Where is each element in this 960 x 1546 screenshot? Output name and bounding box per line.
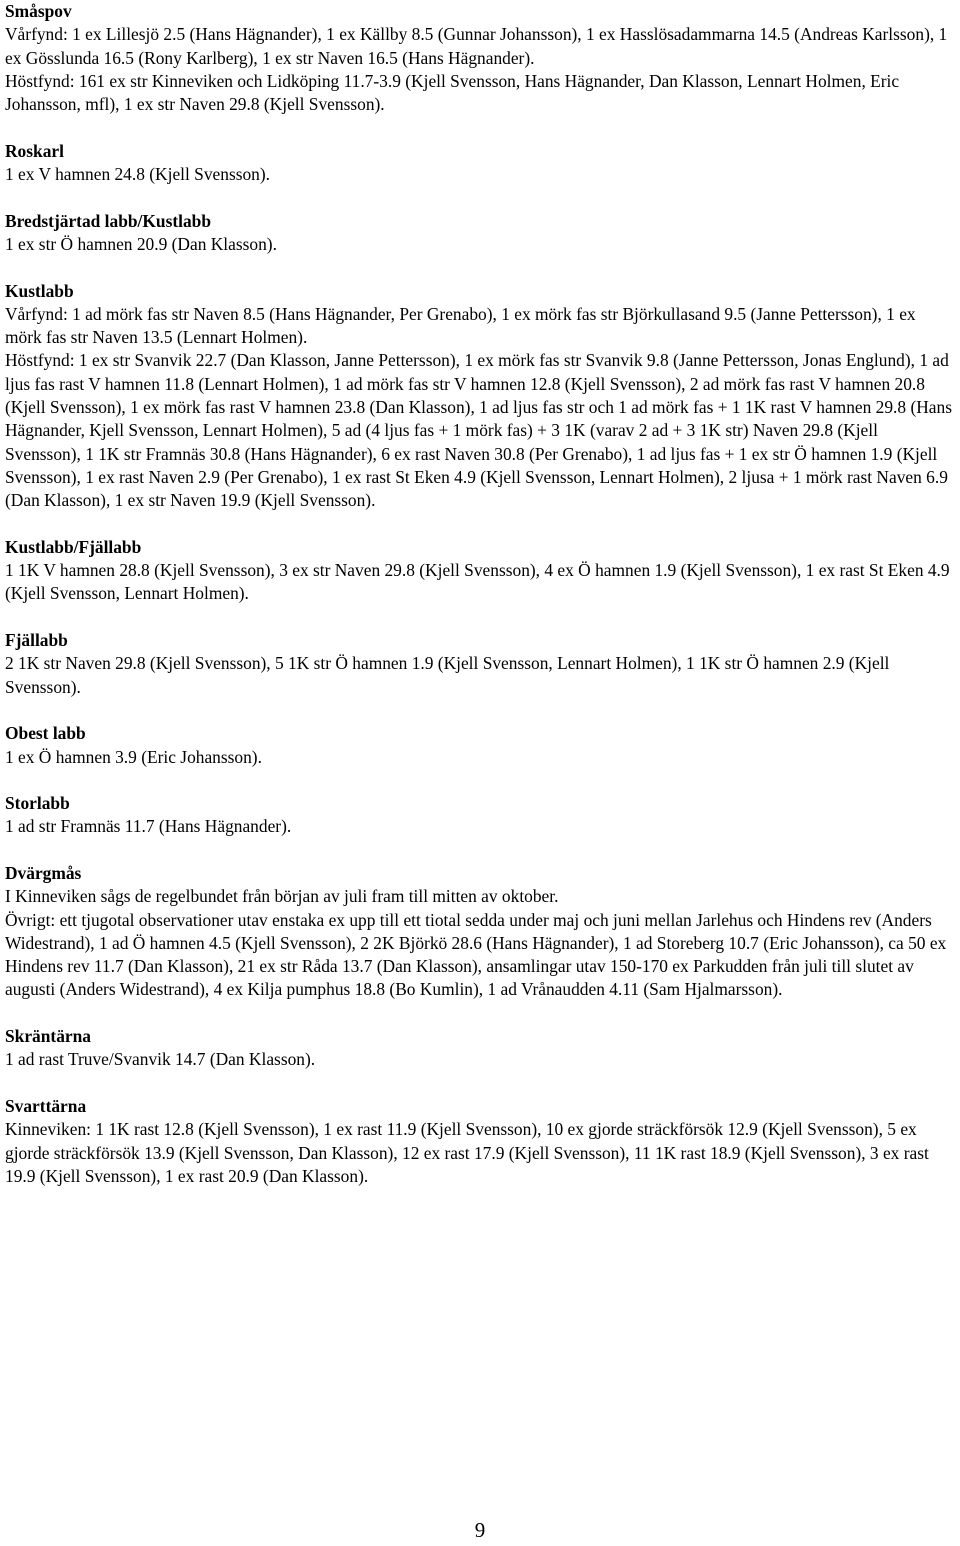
section-heading: Roskarl: [5, 140, 64, 161]
section-paragraph: 1 ex V hamnen 24.8 (Kjell Svensson).: [5, 164, 271, 185]
section-heading: Småspov: [5, 1, 72, 21]
section-paragraph: Vårfynd: 1 ad mörk fas str Naven 8.5 (Hans Hägnander, Per Grenabo), 1 ex mörk fas str Björkullasand 9.5 (Janne Pettersson), 1 ex mörk fas str Naven 13.5 (Lennart Holmen).: [5, 303, 916, 348]
document-body: [5, 0, 955, 1211]
section-storlabb: [5, 792, 955, 839]
section-paragraph: Höstfynd: 161 ex str Kinneviken och Lidköping 11.7-3.9 (Kjell Svensson, Hans Hägnander, Dan Klasson, Lennart Holmen, Eric Johansson, mfl), 1 ex str Naven 29.8 (Kjell Svensson).: [5, 70, 900, 115]
section-paragraph: 1 ex Ö hamnen 3.9 (Eric Johansson).: [5, 746, 262, 767]
section-fjallabb: [5, 629, 955, 699]
section-paragraph: 1 ad rast Truve/Svanvik 14.7 (Dan Klasson).: [5, 1049, 316, 1070]
section-paragraph: Höstfynd: 1 ex str Svanvik 22.7 (Dan Klasson, Janne Pettersson), 1 ex mörk fas str Svanvik 9.8 (Janne Pettersson, Jonas Englund), 1 ad ljus fas rast V hamnen 11.8 (Lennart Holmen), 1 ad mörk fas str V hamnen 12.8 (Kjell Svensson), 2 ad mörk fas rast V hamnen 20.8 (Kjell Svensson), 1 ex mörk fas rast V hamnen 23.8 (Dan Klasson), 1 ad ljus fas str och 1 ad mörk fas + 1 1K rast V hamnen 29.8 (Hans Hägnander, Kjell Svensson, Lennart Holmen), 5 ad (4 ljus fas + 1 mörk fas) + 3 1K (varav 2 ad + 3 1K str) Naven 29.8 (Kjell Svensson), 1 1K str Framnäs 30.8 (Hans Hägnander), 6 ex rast Naven 30.8 (Per Grenabo), 1 ad ljus fas + 1 ex str Ö hamnen 1.9 (Kjell Svensson), 1 ex rast Naven 2.9 (Per Grenabo), 1 ex rast St Eken 4.9 (Kjell Svensson, Lennart Holmen), 2 ljusa + 1 mörk rast Naven 6.9 (Dan Klasson), 1 ex str Naven 19.9 (Kjell Svensson).: [5, 350, 952, 511]
section-roskarl: [5, 140, 955, 187]
section-paragraph: I Kinneviken sågs de regelbundet från början av juli fram till mitten av oktober.: [5, 886, 559, 907]
section-smaspov: [5, 0, 955, 116]
section-paragraph: 1 1K V hamnen 28.8 (Kjell Svensson), 3 ex str Naven 29.8 (Kjell Svensson), 4 ex Ö hamnen 1.9 (Kjell Svensson), 1 ex rast St Eken 4.9 (Kjell Svensson, Lennart Holmen).: [5, 560, 950, 604]
section-heading: Kustlabb: [5, 280, 74, 301]
section-heading: Fjällabb: [5, 630, 68, 651]
section-heading: Obest labb: [5, 723, 86, 744]
section-paragraph: 2 1K str Naven 29.8 (Kjell Svensson), 5 1K str Ö hamnen 1.9 (Kjell Svensson, Lennart Holmen), 1 1K str Ö hamnen 2.9 (Kjell Svensson).: [5, 653, 890, 697]
section-paragraph: Kinneviken: 1 1K rast 12.8 (Kjell Svensson), 1 ex rast 11.9 (Kjell Svensson), 10 ex gjorde sträckförsök 12.9 (Kjell Svensson), 5 ex gjorde sträckförsök 13.9 (Kjell Svensson, Dan Klasson), 12 ex rast 17.9 (Kjell Svensson), 11 1K rast 18.9 (Kjell Svensson), 3 ex rast 19.9 (Kjell Svensson), 1 ex rast 20.9 (Dan Klasson).: [5, 1119, 929, 1186]
section-obest-labb: [5, 722, 955, 769]
section-heading: Skräntärna: [5, 1026, 92, 1047]
section-paragraph: 1 ad str Framnäs 11.7 (Hans Hägnander).: [5, 816, 292, 837]
section-paragraph: Övrigt: ett tjugotal observationer utav enstaka ex upp till ett tiotal sedda under maj och juni mellan Jarlehus och Hindens rev (Anders Widestrand), 1 ad Ö hamnen 4.5 (Kjell Svensson), 2 2K Björkö 28.6 (Hans Hägnander), 1 ad Storeberg 10.7 (Eric Johansson), ca 50 ex Hindens rev 11.7 (Dan Klasson), 21 ex str Råda 13.7 (Dan Klasson), ansamlingar utav 150-170 ex Parkudden från juli till slutet av augusti (Anders Widestrand), 4 ex Kilja pumphus 18.8 (Bo Kumlin), 1 ad Vrånaudden 4.11 (Sam Hjalmarsson).: [5, 909, 947, 1000]
section-paragraph: 1 ex str Ö hamnen 20.9 (Dan Klasson).: [5, 233, 277, 254]
section-heading: Svarttärna: [5, 1095, 87, 1116]
section-skrantarna: [5, 1025, 955, 1072]
section-kustlabb: [5, 280, 955, 513]
section-paragraph: Vårfynd: 1 ex Lillesjö 2.5 (Hans Hägnander), 1 ex Källby 8.5 (Gunnar Johansson), 1 ex Hasslösadammarna 14.5 (Andreas Karlsson), 1 ex Gösslunda 16.5 (Rony Karlberg), 1 ex str Naven 16.5 (Hans Hägnander).: [5, 24, 948, 68]
section-heading: Storlabb: [5, 793, 70, 814]
section-dvargmas: [5, 862, 955, 1002]
page-number: 9: [474, 1518, 486, 1542]
section-bredstjartad-labb-kustlabb: [5, 210, 955, 257]
section-kustlabb-fjallabb: [5, 536, 955, 606]
section-svarttarna: [5, 1095, 955, 1188]
section-heading: Dvärgmås: [5, 862, 82, 883]
section-heading: Bredstjärtad labb/Kustlabb: [5, 210, 211, 231]
section-heading: Kustlabb/Fjällabb: [5, 536, 142, 557]
